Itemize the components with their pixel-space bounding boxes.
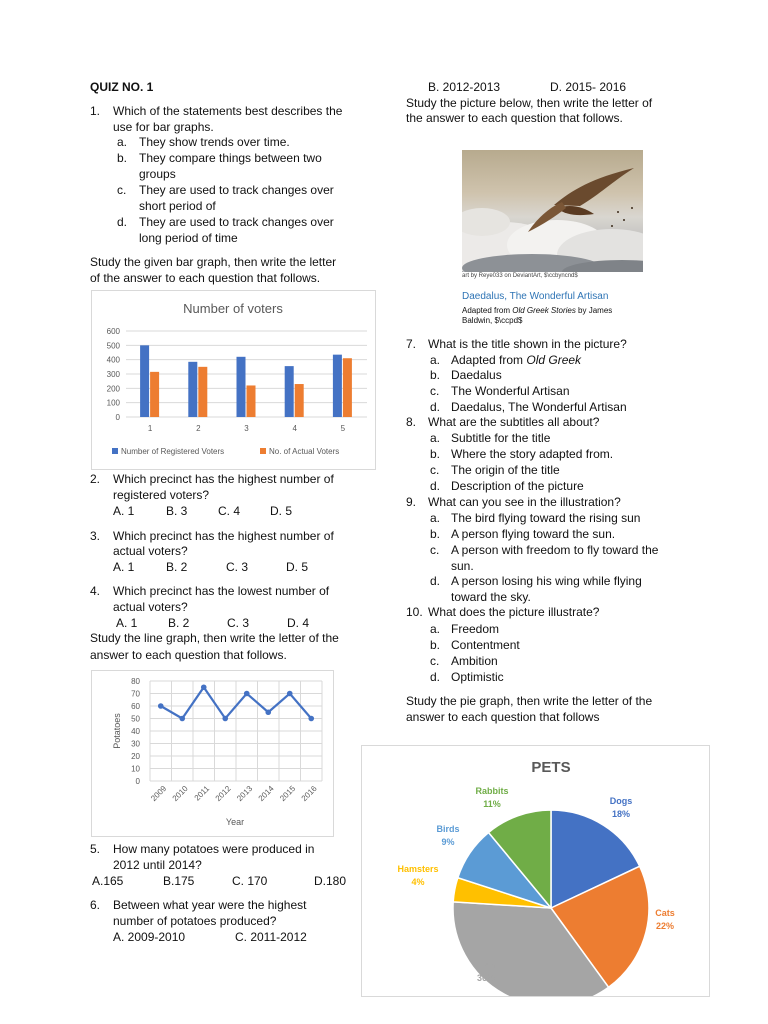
option-text: Freedom	[451, 622, 500, 636]
photo-credit: art by Reye033 on DeviantArt, $\ccbyncnd$	[462, 273, 578, 279]
line-chart-container	[91, 670, 334, 837]
option-text: Ambition	[451, 654, 498, 668]
instruction-text: answer to each question that follows	[406, 710, 600, 724]
option-text: A person losing his wing while flying	[451, 574, 642, 588]
option-letter: d.	[430, 400, 441, 414]
x-tick-label: 2010	[170, 784, 190, 803]
option-text: toward the sky.	[451, 590, 531, 604]
x-tick-label: 4	[292, 424, 297, 433]
option: A. 1	[113, 560, 135, 574]
option: C. 170	[232, 874, 268, 888]
q4-number: 4.	[90, 584, 101, 598]
option-letter: c.	[430, 543, 440, 557]
q3-number: 3.	[90, 529, 101, 543]
instruction-text: Study the given bar graph, then write the letter	[90, 255, 337, 269]
slice-percent: 9%	[441, 837, 455, 847]
option-letter: b.	[430, 638, 441, 652]
chart-title: Number of voters	[183, 301, 283, 316]
x-tick-label: 2	[196, 424, 201, 433]
option: C. 4	[218, 504, 241, 518]
q6-text: number of potatoes produced?	[113, 914, 277, 928]
pie-chart	[362, 746, 709, 996]
option: D. 4	[287, 616, 310, 630]
x-tick-label: 5	[340, 424, 346, 433]
y-tick-label: 20	[131, 752, 140, 761]
instruction-text: Study the line graph, then write the letter of the	[90, 631, 339, 645]
y-tick-label: 600	[106, 327, 120, 336]
option-text: Daedalus	[451, 368, 502, 382]
q6-number: 6.	[90, 898, 101, 912]
data-point	[222, 716, 228, 722]
bar-chart	[92, 291, 375, 469]
instruction-text: the answer to each question that follows.	[406, 111, 623, 125]
y-tick-label: 40	[131, 727, 140, 736]
data-point	[265, 709, 271, 715]
option-letter: a.	[117, 135, 128, 149]
q1-text: use for bar graphs.	[113, 120, 214, 134]
x-tick-label: 2014	[256, 784, 276, 803]
x-axis-label: Year	[225, 817, 245, 827]
x-tick-label: 2013	[235, 784, 255, 803]
quiz-title: QUIZ NO. 1	[90, 80, 154, 94]
q4-text: Which precinct has the lowest number of	[113, 584, 330, 598]
option-text: They are used to track changes over	[139, 215, 334, 229]
slice-percent: 22%	[655, 921, 675, 931]
option-text: Contentment	[451, 638, 520, 652]
slice-label: Dogs	[609, 796, 633, 806]
story-subtitle: Baldwin, $\ccpd$	[462, 316, 523, 325]
bar	[343, 358, 352, 417]
option-text: They are used to track changes over	[139, 183, 334, 197]
option: D. 2015- 2016	[550, 80, 627, 94]
q5-text: How many potatoes were produced in	[113, 842, 315, 856]
q8-text: What are the subtitles all about?	[428, 415, 600, 429]
q9-number: 9.	[406, 495, 417, 509]
y-tick-label: 100	[106, 398, 120, 408]
option: A. 1	[116, 616, 138, 630]
slice-label: Rabbits	[475, 786, 509, 796]
daedalus-illustration	[462, 150, 643, 272]
q10-number: 10.	[406, 605, 423, 619]
option: B. 2	[168, 616, 190, 630]
q5-number: 5.	[90, 842, 101, 856]
y-tick-label: 400	[106, 355, 120, 365]
option-text: Adapted from Old Greek	[451, 353, 582, 367]
story-subtitle: Adapted from Old Greek Stories by James	[462, 306, 613, 315]
legend-label: No. of Actual Voters	[269, 447, 340, 456]
q6-text: Between what year were the highest	[113, 898, 307, 912]
q5-text: 2012 until 2014?	[113, 858, 202, 872]
q3-text: actual voters?	[113, 544, 188, 558]
option-text: Subtitle for the title	[451, 431, 551, 445]
option-text: Where the story adapted from.	[451, 447, 614, 461]
y-tick-label: 500	[106, 341, 120, 351]
slice-percent: 18%	[611, 809, 631, 819]
y-tick-label: 50	[131, 714, 140, 724]
option-letter: c.	[430, 654, 440, 668]
y-tick-label: 200	[106, 384, 120, 394]
option: B. 3	[166, 504, 188, 518]
slice-percent: 36%	[476, 973, 496, 983]
slice-label: Birds	[436, 824, 460, 834]
q7-number: 7.	[406, 337, 417, 351]
bar	[237, 357, 246, 417]
bar	[140, 345, 149, 417]
instruction-text: Study the pie graph, then write the letter of the	[406, 694, 653, 708]
option: A. 2009-2010	[113, 930, 186, 944]
option-text: The Wonderful Artisan	[451, 384, 570, 398]
data-point	[158, 703, 164, 709]
q2-text: registered voters?	[113, 488, 210, 502]
option: D. 5	[286, 560, 309, 574]
slice-percent: 4%	[411, 877, 425, 887]
option-letter: d.	[430, 479, 441, 493]
slice-label: Fish	[476, 960, 496, 970]
option-letter: b.	[117, 151, 128, 165]
data-point	[179, 716, 185, 722]
option-text: Optimistic	[451, 670, 504, 684]
option-letter: a.	[430, 431, 441, 445]
option: B. 2	[166, 560, 188, 574]
option-letter: b.	[430, 368, 441, 382]
option-text: long period of time	[139, 231, 238, 245]
instruction-text: answer to each question that follows.	[90, 648, 287, 662]
option-letter: a.	[430, 511, 441, 525]
slice-label: Cats	[655, 908, 675, 918]
option-letter: b.	[430, 447, 441, 461]
option-text: The origin of the title	[451, 463, 560, 477]
x-tick-label: 3	[244, 424, 249, 433]
q3-text: Which precinct has the highest number of	[113, 529, 334, 543]
option: D. 5	[270, 504, 293, 518]
data-point	[287, 691, 293, 697]
option: C. 3	[226, 560, 249, 574]
chart-title: PETS	[531, 759, 571, 776]
option-text: short period of	[139, 199, 216, 213]
pie-chart-container	[361, 745, 710, 997]
q8-number: 8.	[406, 415, 417, 429]
slice-label: Hamsters	[397, 864, 439, 874]
x-tick-label: 2009	[149, 784, 169, 803]
legend-label: Number of Registered Voters	[121, 447, 225, 456]
option-text: The bird flying toward the rising sun	[451, 511, 641, 525]
bar	[285, 366, 294, 417]
y-tick-label: 300	[106, 370, 120, 379]
slice-percent: 11%	[483, 799, 501, 809]
q2-number: 2.	[90, 472, 101, 486]
option-letter: d.	[117, 215, 128, 229]
bar	[150, 372, 159, 417]
line-chart	[92, 671, 333, 836]
q7-text: What is the title shown in the picture?	[428, 337, 627, 351]
bar	[247, 385, 256, 417]
y-tick-label: 60	[131, 702, 140, 711]
data-point	[244, 691, 250, 697]
option-letter: d.	[430, 574, 441, 588]
option: C. 3	[227, 616, 250, 630]
q4-text: actual voters?	[113, 600, 188, 614]
bar	[188, 362, 197, 417]
option: A.165	[92, 874, 124, 888]
option-text: Description of the picture	[451, 479, 584, 493]
data-point	[201, 684, 207, 690]
y-tick-label: 10	[131, 764, 140, 774]
option-letter: b.	[430, 527, 441, 541]
option: D.180	[314, 874, 347, 888]
bar	[333, 355, 342, 417]
bar	[198, 367, 207, 417]
x-tick-label: 2011	[192, 784, 212, 803]
option-letter: c.	[430, 384, 440, 398]
instruction-text: of the answer to each question that follows.	[90, 271, 321, 285]
option: C. 2011-2012	[235, 930, 307, 944]
q9-text: What can you see in the illustration?	[428, 495, 621, 509]
option-text: Daedalus, The Wonderful Artisan	[451, 400, 627, 414]
instruction-text: Study the picture below, then write the letter of	[406, 96, 653, 110]
bar-chart-container	[91, 290, 376, 470]
option-text: A person flying toward the sun.	[451, 527, 616, 541]
option: B.175	[163, 874, 195, 888]
option-letter: a.	[430, 622, 441, 636]
option-text: A person with freedom to fly toward the	[451, 543, 659, 557]
data-point	[308, 716, 314, 722]
y-tick-label: 80	[131, 677, 140, 686]
option-letter: d.	[430, 670, 441, 684]
legend-swatch	[112, 448, 118, 454]
bar	[295, 384, 304, 417]
option-text: They show trends over time.	[139, 135, 290, 149]
y-tick-label: 0	[135, 777, 140, 786]
option-text: sun.	[451, 559, 474, 573]
q2-text: Which precinct has the highest number of	[113, 472, 334, 486]
option-letter: a.	[430, 353, 441, 367]
q1-text: Which of the statements best describes the	[113, 104, 343, 118]
y-axis-label: Potatoes	[112, 713, 122, 749]
x-tick-label: 1	[147, 424, 153, 433]
x-tick-label: 2015	[278, 784, 298, 803]
y-tick-label: 30	[131, 739, 140, 749]
option-letter: c.	[117, 183, 127, 197]
legend-swatch	[260, 448, 266, 454]
option: B. 2012-2013	[428, 80, 501, 94]
story-title: Daedalus, The Wonderful Artisan	[462, 291, 609, 302]
x-tick-label: 2016	[299, 784, 319, 803]
option-text: They compare things between two	[139, 151, 322, 165]
y-tick-label: 0	[115, 413, 120, 422]
x-tick-label: 2012	[213, 784, 233, 803]
option-text: groups	[139, 167, 176, 181]
q10-text: What does the picture illustrate?	[428, 605, 600, 619]
option: A. 1	[113, 504, 135, 518]
q1-number: 1.	[90, 104, 101, 118]
y-tick-label: 70	[131, 689, 140, 699]
option-letter: c.	[430, 463, 440, 477]
